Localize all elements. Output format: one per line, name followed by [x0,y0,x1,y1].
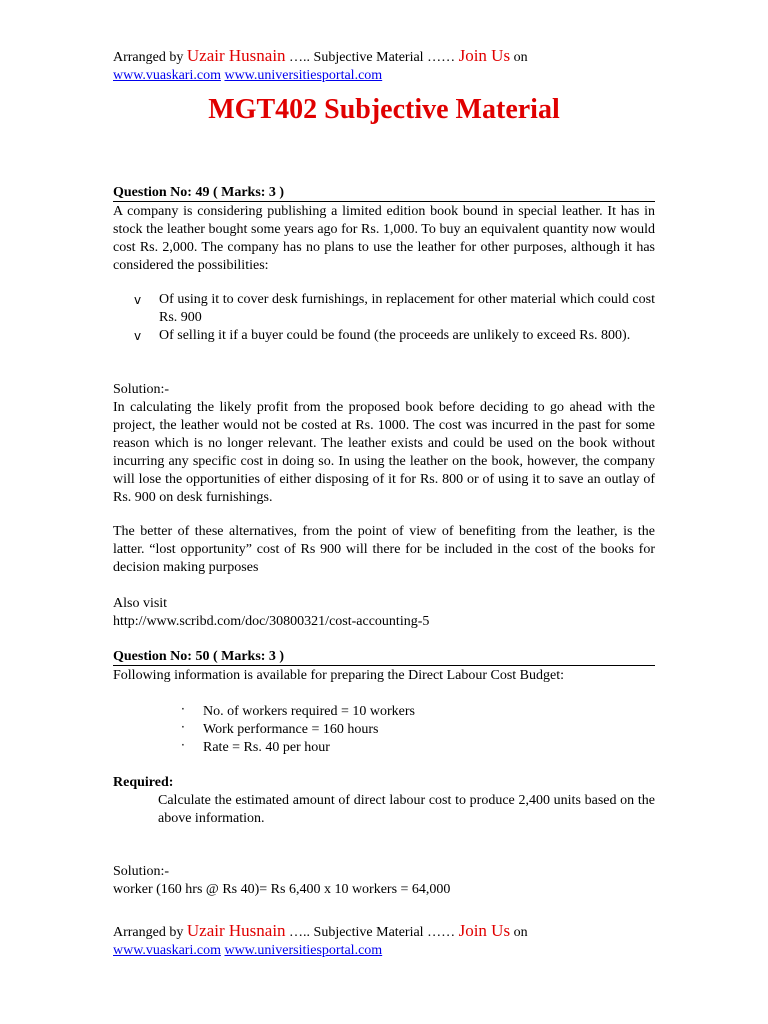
dot-bullet-icon: · [181,738,185,752]
page-footer [113,922,655,960]
document-page [113,0,655,1024]
footer-subjective: ….. Subjective Material …… [289,925,456,940]
header-on: on [513,50,528,65]
list-item [113,291,655,327]
item-text: Work performance = 160 hours [203,722,379,737]
question-49-heading: Question No: 49 ( Marks: 3 ) [113,184,655,202]
footer-link-universitiesportal[interactable]: www.universitiesportal.com [224,943,383,958]
header-arranged-by: Arranged by [113,50,184,65]
footer-on: on [513,925,528,940]
question-50-solution: worker (160 hrs @ Rs 40)= Rs 6,400 x 10 workers = 64,000 [113,882,451,897]
also-visit-label: Also visit [113,596,168,611]
header-link-universitiesportal[interactable]: www.universitiesportal.com [224,68,383,83]
footer-link-vuaskari[interactable]: www.vuaskari.com [113,943,221,958]
question-49-conclusion: The better of these alternatives, from the point of view of benefiting from the leather, is the latter. “lost opportunity” cost of Rs 900 will there for be included in the cost of the books for decision making purposes [113,524,655,575]
item-text: No. of workers required = 10 workers [203,704,416,719]
page-header [113,47,655,85]
option-text: Of using it to cover desk furnishings, in replacement for other material which could cost Rs. 900 [159,292,655,325]
footer-author: Uzair Husnain [186,921,286,940]
dot-bullet-icon: · [181,702,185,716]
question-49-solution: In calculating the likely profit from the proposed book before deciding to go ahead with the project, the leather would not be costed at Rs. 1000. The cost was incurred in the past for some reason which is no longer relevant. The leather exists and could be used on the book without incurring any specific cost in doing so. In using the leather on the book, however, the company will lose the opportunities of either disposing of it for Rs. 800 or of using it to save an outlay of Rs. 900 on desk furnishings. [113,400,655,505]
question-49-options [113,291,655,345]
list-item [113,721,655,739]
list-item [113,703,655,721]
footer-join-us: Join Us [458,921,511,940]
scribd-url[interactable]: http://www.scribd.com/doc/30800321/cost-accounting-5 [113,614,430,629]
question-49-intro: A company is considering publishing a limited edition book bound in special leather. It has in stock the leather bought some years ago for Rs. 1,000. To buy an equivalent quantity now would cost Rs. 2,000. The company has no plans to use the leather for other purposes, although it has considered the possibilities: [113,204,655,273]
list-item [113,327,655,345]
option-text: Of selling it if a buyer could be found (the proceeds are unlikely to exceed Rs. 800). [159,328,631,343]
footer-arranged-by: Arranged by [113,925,184,940]
required-text: Calculate the estimated amount of direct labour cost to produce 2,400 units based on the above information. [158,793,655,826]
question-50-intro: Following information is available for preparing the Direct Labour Cost Budget: [113,668,565,683]
page-title: MGT402 Subjective Material [208,94,560,125]
dot-bullet-icon: · [181,720,185,734]
v-bullet-icon: v [134,329,142,343]
item-text: Rate = Rs. 40 per hour [203,740,330,755]
question-50-solution-label: Solution:- [113,864,170,879]
header-join-us: Join Us [458,46,511,65]
question-49-solution-label: Solution:- [113,382,170,397]
question-50-items [113,703,655,757]
question-50-heading: Question No: 50 ( Marks: 3 ) [113,648,655,666]
header-link-vuaskari[interactable]: www.vuaskari.com [113,68,221,83]
list-item [113,739,655,757]
header-author: Uzair Husnain [186,46,286,65]
header-subjective: ….. Subjective Material …… [289,50,456,65]
v-bullet-icon: v [134,293,142,307]
required-label: Required: [113,775,174,790]
